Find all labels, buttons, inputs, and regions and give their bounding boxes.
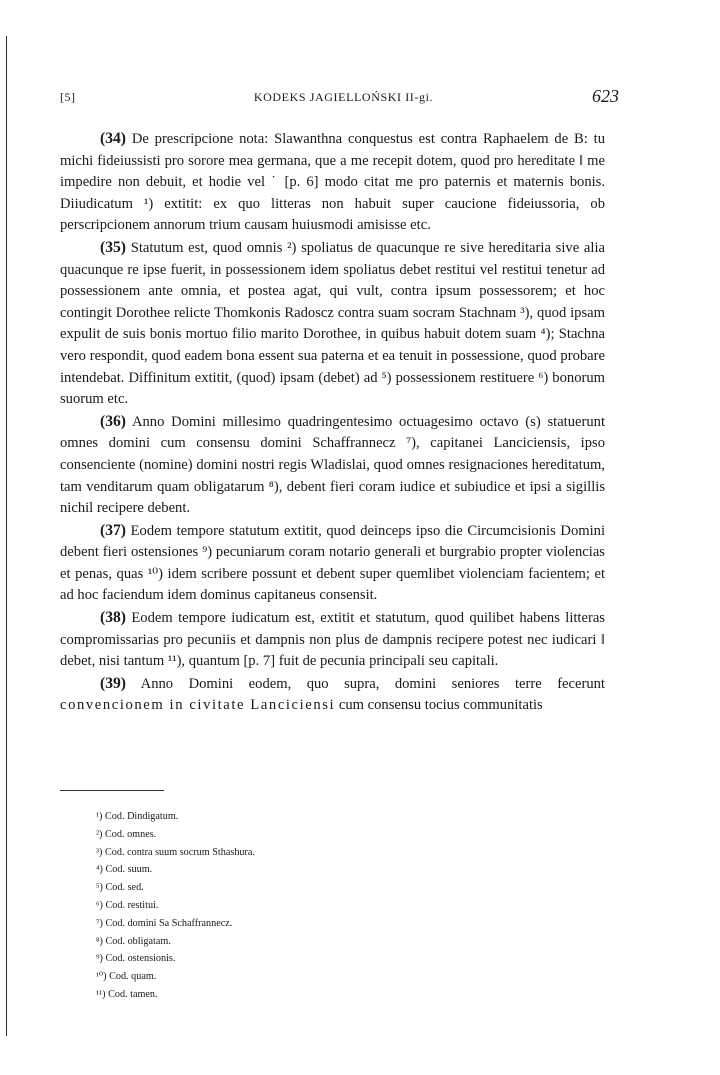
paragraph-text: Eodem tempore iudicatum est, extitit et statutum, quod quilibet habens litteras compromissarias pro pecuniis et dampnis non plus de dampnis recipere potest nec iudicari ‖ debet, nisi tantum ¹¹), quantum [p. 7] fuit de pecunia principali seu capitali. [60,610,605,670]
footnote-mark: ¹⁰) [96,971,107,983]
paragraph-text: cum consensu tocius communitatis [338,697,543,714]
footnote [96,897,516,915]
paragraph-text: Anno Domini millesimo quadringentesimo octuagesimo octavo (s) statuerunt omnes domini cum consensu domini Schaffrannecz ⁷), capitanei Lanciciensis, ipso consenciente (nomine) domini nostri regis Wladislai, quod omnes resignaciones hereditatum, tam venditarum quam obligatarum ⁸), debent fieri coram iudice et subiudice et ipsi a sigillis nichil recipere debent. [60,413,606,517]
footnote-text: Cod. contra suum socrum Sthashura. [105,846,255,858]
footnote-text: Cod. omnes. [105,828,157,840]
footnote-text: Cod. domini Sa Schaffrannecz. [105,917,233,929]
paragraph-34 [60,128,605,237]
paragraph-text: De prescripcione nota: Slawanthna conquestus est contra Raphaelem de B: tu michi fideiussisti pro sorore mea germana, que a me recepit dotem, quod pro hereditate ‖ me impedire non debuit, et hodie vel ˙ [p. 6] modo citat me pro paternis et maternis bonis. Diiudicatum ¹) extitit: ex quo litteras non habuit super caucione fideiussoria, ob perscripcionem annorum trium causam huiusmodi amisisse etc. [60,131,605,234]
footnote-text: Cod. restitui. [105,899,159,911]
paragraph-number: (35) [100,238,126,256]
footnote [96,968,516,986]
footnote [96,808,516,826]
footnote-mark: ²) [96,828,103,840]
footnote-mark: ⁵) [96,882,103,894]
footnote-mark: ¹¹) [96,988,106,1000]
paragraph-38 [60,607,605,673]
footnote-mark: ⁷) [96,917,103,929]
paragraph-number: (34) [100,130,126,147]
footnote-mark: ³) [96,846,103,858]
footnote-text: Cod. quam. [109,971,157,983]
paragraph-37 [60,520,605,607]
footnote [96,933,516,951]
footnote-separator [60,790,164,791]
running-header [60,88,627,112]
footnote [96,826,516,844]
footnote-text: Cod. ostensionis. [105,953,176,965]
footnote [96,986,516,1004]
paragraph-text: Eodem tempore statutum extitit, quod deinceps ipso die Circumcisionis Domini debent fieri ostensiones ⁹) pecuniarum coram notario generali et burgrabio propter violencias et penas, quas ¹⁰) idem scribere possunt et debent super quemlibet violenciam facientem; et ad hoc faciendum idem dominus capitaneus consensit. [60,522,605,604]
footnote-text: Cod. obligatam. [105,935,171,947]
paragraph-number: (37) [100,521,126,539]
footnote-mark: ⁸) [96,935,103,947]
footnote-mark: ⁹) [96,953,103,965]
footnote-text: Cod. Dindigatum. [105,811,179,822]
paragraph-36 [60,411,605,520]
footnote [96,950,516,968]
section-marker: [5] [60,90,76,104]
footnote-mark: ⁴) [96,864,103,876]
page-number: 623 [592,86,619,106]
footnote [96,844,516,862]
paragraph-text: Anno Domini eodem, quo supra, domini seniores terre fecerunt [140,675,605,692]
paragraph-35 [60,237,605,411]
footnote [96,861,516,879]
footnote-text: Cod. suum. [105,864,153,876]
footnote [96,915,516,933]
footnote-mark: ¹) [96,811,103,822]
footnote-text: Cod. tamen. [108,988,158,1000]
page-edge-line [6,36,7,1036]
paragraph-number: (39) [100,674,126,692]
footnote-text: Cod. sed. [105,882,144,894]
footnote [96,879,516,897]
main-text [60,128,605,717]
running-title: KODEKS JAGIELLOŃSKI II-gi. [253,90,434,104]
paragraph-number: (38) [100,609,126,627]
spaced-text: convencionem in civitate Lanciciensi [60,697,336,714]
footnotes [96,808,516,1004]
paragraph-text: Statutum est, quod omnis ²) spoliatus de quacunque re sive hereditaria sive alia quacunque re ipse fuerit, in possessionem idem spoliatus debet restitui vel restitui tenetur ad possessionem ante omnia, et postea agat, qui vult, contra ipsum possessorem; et hoc contingit Dorothee relicte Thomkonis Radoscz contra suam socram Stachnam ³), quod ipsam expulit de suis bonis mortuo filio marito Dorothee, in quibus habuit dotem suam ⁴); Stachna vero respondit, quod eadem bona essent sua paterna et ea tenuit in possessione, quod probare intendebat. Diffinitum extitit, (quod) ipsam (debet) ad ⁵) possessionem restituere ⁶) bonorum suorum etc. [60,239,605,408]
footnote-mark: ⁶) [96,899,103,911]
paragraph-number: (36) [100,412,126,430]
paragraph-39 [60,673,605,717]
